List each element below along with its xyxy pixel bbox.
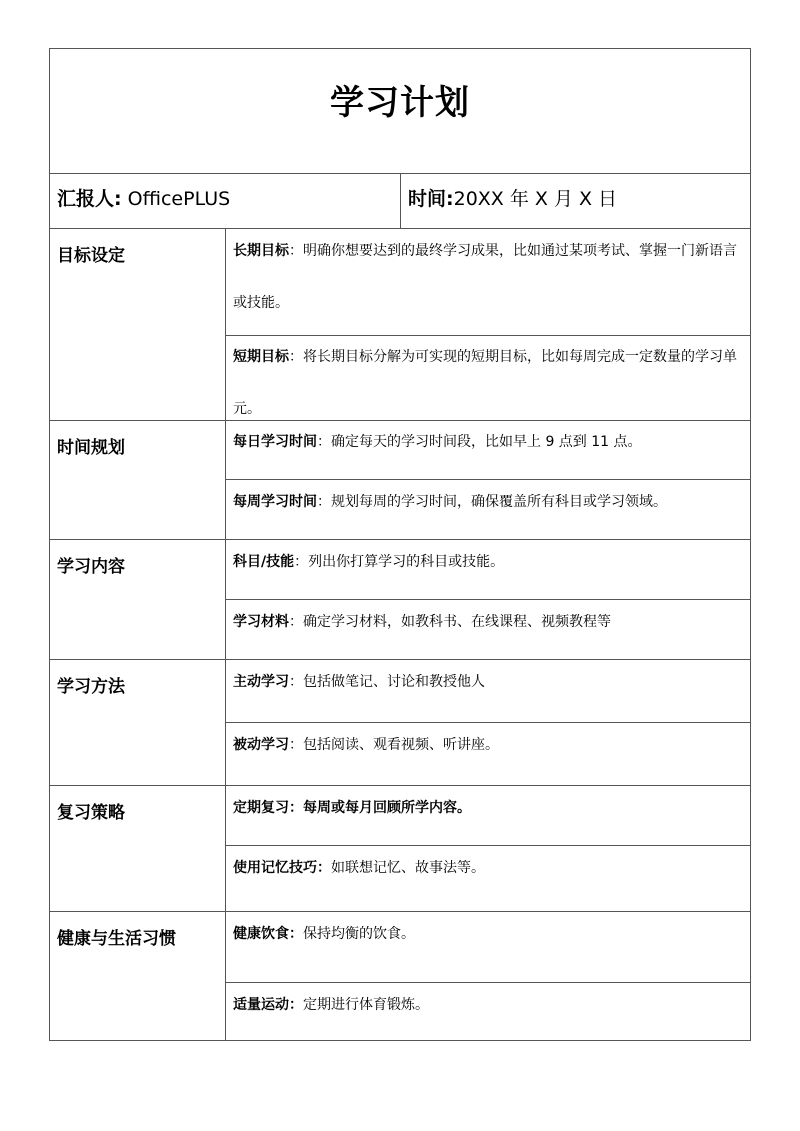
section-title: 健康与生活习惯 bbox=[57, 929, 176, 949]
item-subjects: 科目/技能：列出你打算学习的科目或技能。 bbox=[233, 554, 505, 570]
section-title: 学习方法 bbox=[57, 677, 125, 697]
section-title: 复习策略 bbox=[57, 803, 125, 823]
reporter-value: OfficePLUS bbox=[127, 188, 231, 210]
reporter-field bbox=[57, 184, 230, 211]
study-plan-table bbox=[49, 48, 751, 1041]
item-healthy-diet: 健康饮食：保持均衡的饮食。 bbox=[233, 926, 415, 942]
item-weekly-time: 每周学习时间：规划每周的学习时间，确保覆盖所有科目或学习领域。 bbox=[233, 494, 667, 510]
item-memory-techniques: 使用记忆技巧：如联想记忆、故事法等。 bbox=[233, 860, 485, 876]
page-title: 学习计划 bbox=[330, 83, 470, 123]
time-label: 时间: bbox=[408, 188, 454, 210]
section-title: 目标设定 bbox=[57, 246, 125, 266]
section-title: 学习内容 bbox=[57, 557, 125, 577]
item-materials: 学习材料：确定学习材料，如教科书、在线课程、视频教程等 bbox=[233, 614, 611, 630]
item-exercise: 适量运动：定期进行体育锻炼。 bbox=[233, 997, 429, 1013]
item-long-term-goal: 长期目标：明确你想要达到的最终学习成果，比如通过某项考试、掌握一门新语言或技能。 bbox=[233, 243, 737, 311]
item-daily-time: 每日学习时间：确定每天的学习时间段，比如早上 9 点到 11 点。 bbox=[233, 434, 642, 450]
reporter-label: 汇报人: bbox=[57, 188, 122, 210]
item-passive-learning: 被动学习：包括阅读、观看视频、听讲座。 bbox=[233, 737, 499, 753]
time-value: 20XX 年 X 月 X 日 bbox=[453, 188, 618, 210]
item-short-term-goal: 短期目标：将长期目标分解为可实现的短期目标，比如每周完成一定数量的学习单元。 bbox=[233, 349, 737, 417]
item-active-learning: 主动学习：包括做笔记、讨论和教授他人 bbox=[233, 674, 485, 690]
item-regular-review: 定期复习：每周或每月回顾所学内容。 bbox=[233, 800, 471, 816]
section-title: 时间规划 bbox=[57, 438, 125, 458]
time-field bbox=[408, 184, 617, 211]
